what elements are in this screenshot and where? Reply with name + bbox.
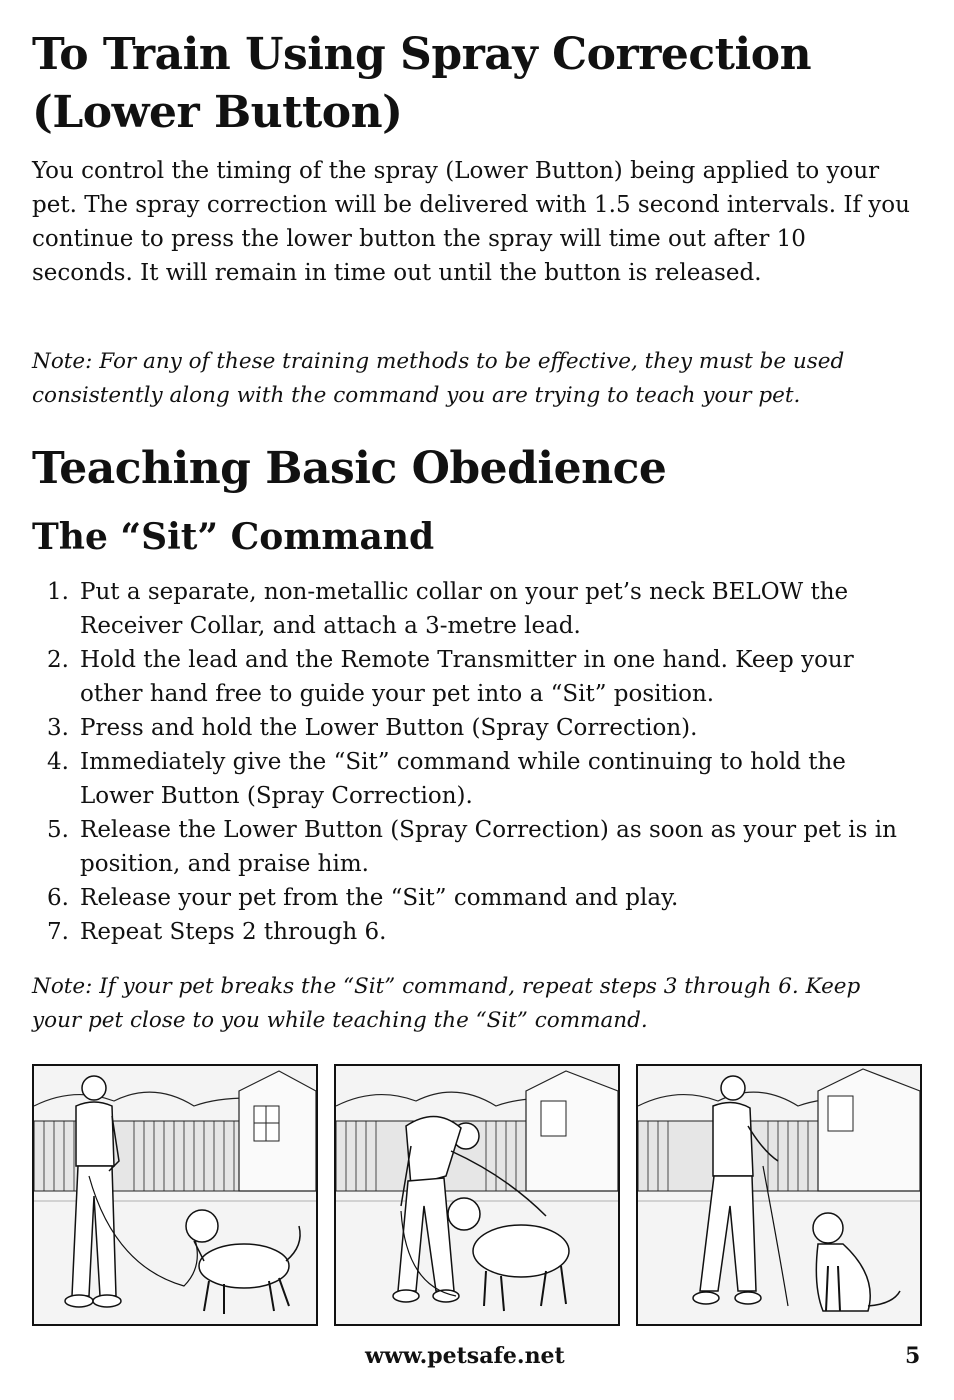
sit-steps-list <box>32 575 912 949</box>
man-guiding-dog-illustration <box>336 1066 618 1324</box>
step-text: Repeat Steps 2 through 6. <box>80 919 387 945</box>
illustration-panel-1 <box>32 1064 318 1326</box>
man-praising-dog-illustration <box>638 1066 920 1324</box>
step-text: Hold the lead and the Remote Transmitter in one hand. Keep your other hand free to guide your pet into a “Sit” position. <box>80 647 854 707</box>
step-number: 3. <box>47 715 69 741</box>
section-title-obedience: Teaching Basic Obedience <box>32 443 667 494</box>
step-number: 2. <box>47 647 69 673</box>
step-text: Release the Lower Button (Spray Correction) as soon as your pet is in position, and praise him. <box>80 817 897 877</box>
illustration-panel-3 <box>636 1064 922 1326</box>
step-text: Put a separate, non-metallic collar on your pet’s neck BELOW the Receiver Collar, and attach a 3-metre lead. <box>80 579 849 639</box>
section-title-spray-correction <box>32 26 912 142</box>
step-number: 6. <box>47 885 69 911</box>
list-item <box>32 813 912 881</box>
step-text: Immediately give the “Sit” command while continuing to hold the Lower Button (Spray Correction). <box>80 749 846 809</box>
title-line-1: To Train Using Spray Correction <box>32 29 812 80</box>
footer-website: www.petsafe.net <box>365 1343 565 1369</box>
list-item <box>32 643 912 711</box>
sit-command-heading: The “Sit” Command <box>32 516 435 558</box>
sit-note: Note: If your pet breaks the “Sit” command, repeat steps 3 through 6. Keep your pet close to you while teaching the “Sit” command. <box>32 974 861 1033</box>
list-item <box>32 881 912 915</box>
step-number: 1. <box>47 579 69 605</box>
step-text: Release your pet from the “Sit” command and play. <box>80 885 679 911</box>
list-item <box>32 711 912 745</box>
list-item <box>32 915 912 949</box>
illustration-strip <box>32 1064 922 1326</box>
title-line-2: (Lower Button) <box>32 87 403 138</box>
step-number: 5. <box>47 817 69 843</box>
training-note: Note: For any of these training methods to be effective, they must be used consistently along with the command you are trying to teach your pet. <box>32 349 845 408</box>
step-number: 7. <box>47 919 69 945</box>
spray-intro-paragraph: You control the timing of the spray (Lower Button) being applied to your pet. The spray correction will be delivered with 1.5 second intervals. If you continue to press the lower button the spray will time out after 10 seconds. It will remain in time out until the button is released. <box>32 158 910 286</box>
illustration-panel-2 <box>334 1064 620 1326</box>
page-number: 5 <box>905 1343 921 1369</box>
step-text: Press and hold the Lower Button (Spray Correction). <box>80 715 698 741</box>
step-number: 4. <box>47 749 69 775</box>
man-with-dog-standing-illustration <box>34 1066 316 1324</box>
list-item <box>32 745 912 813</box>
list-item <box>32 575 912 643</box>
